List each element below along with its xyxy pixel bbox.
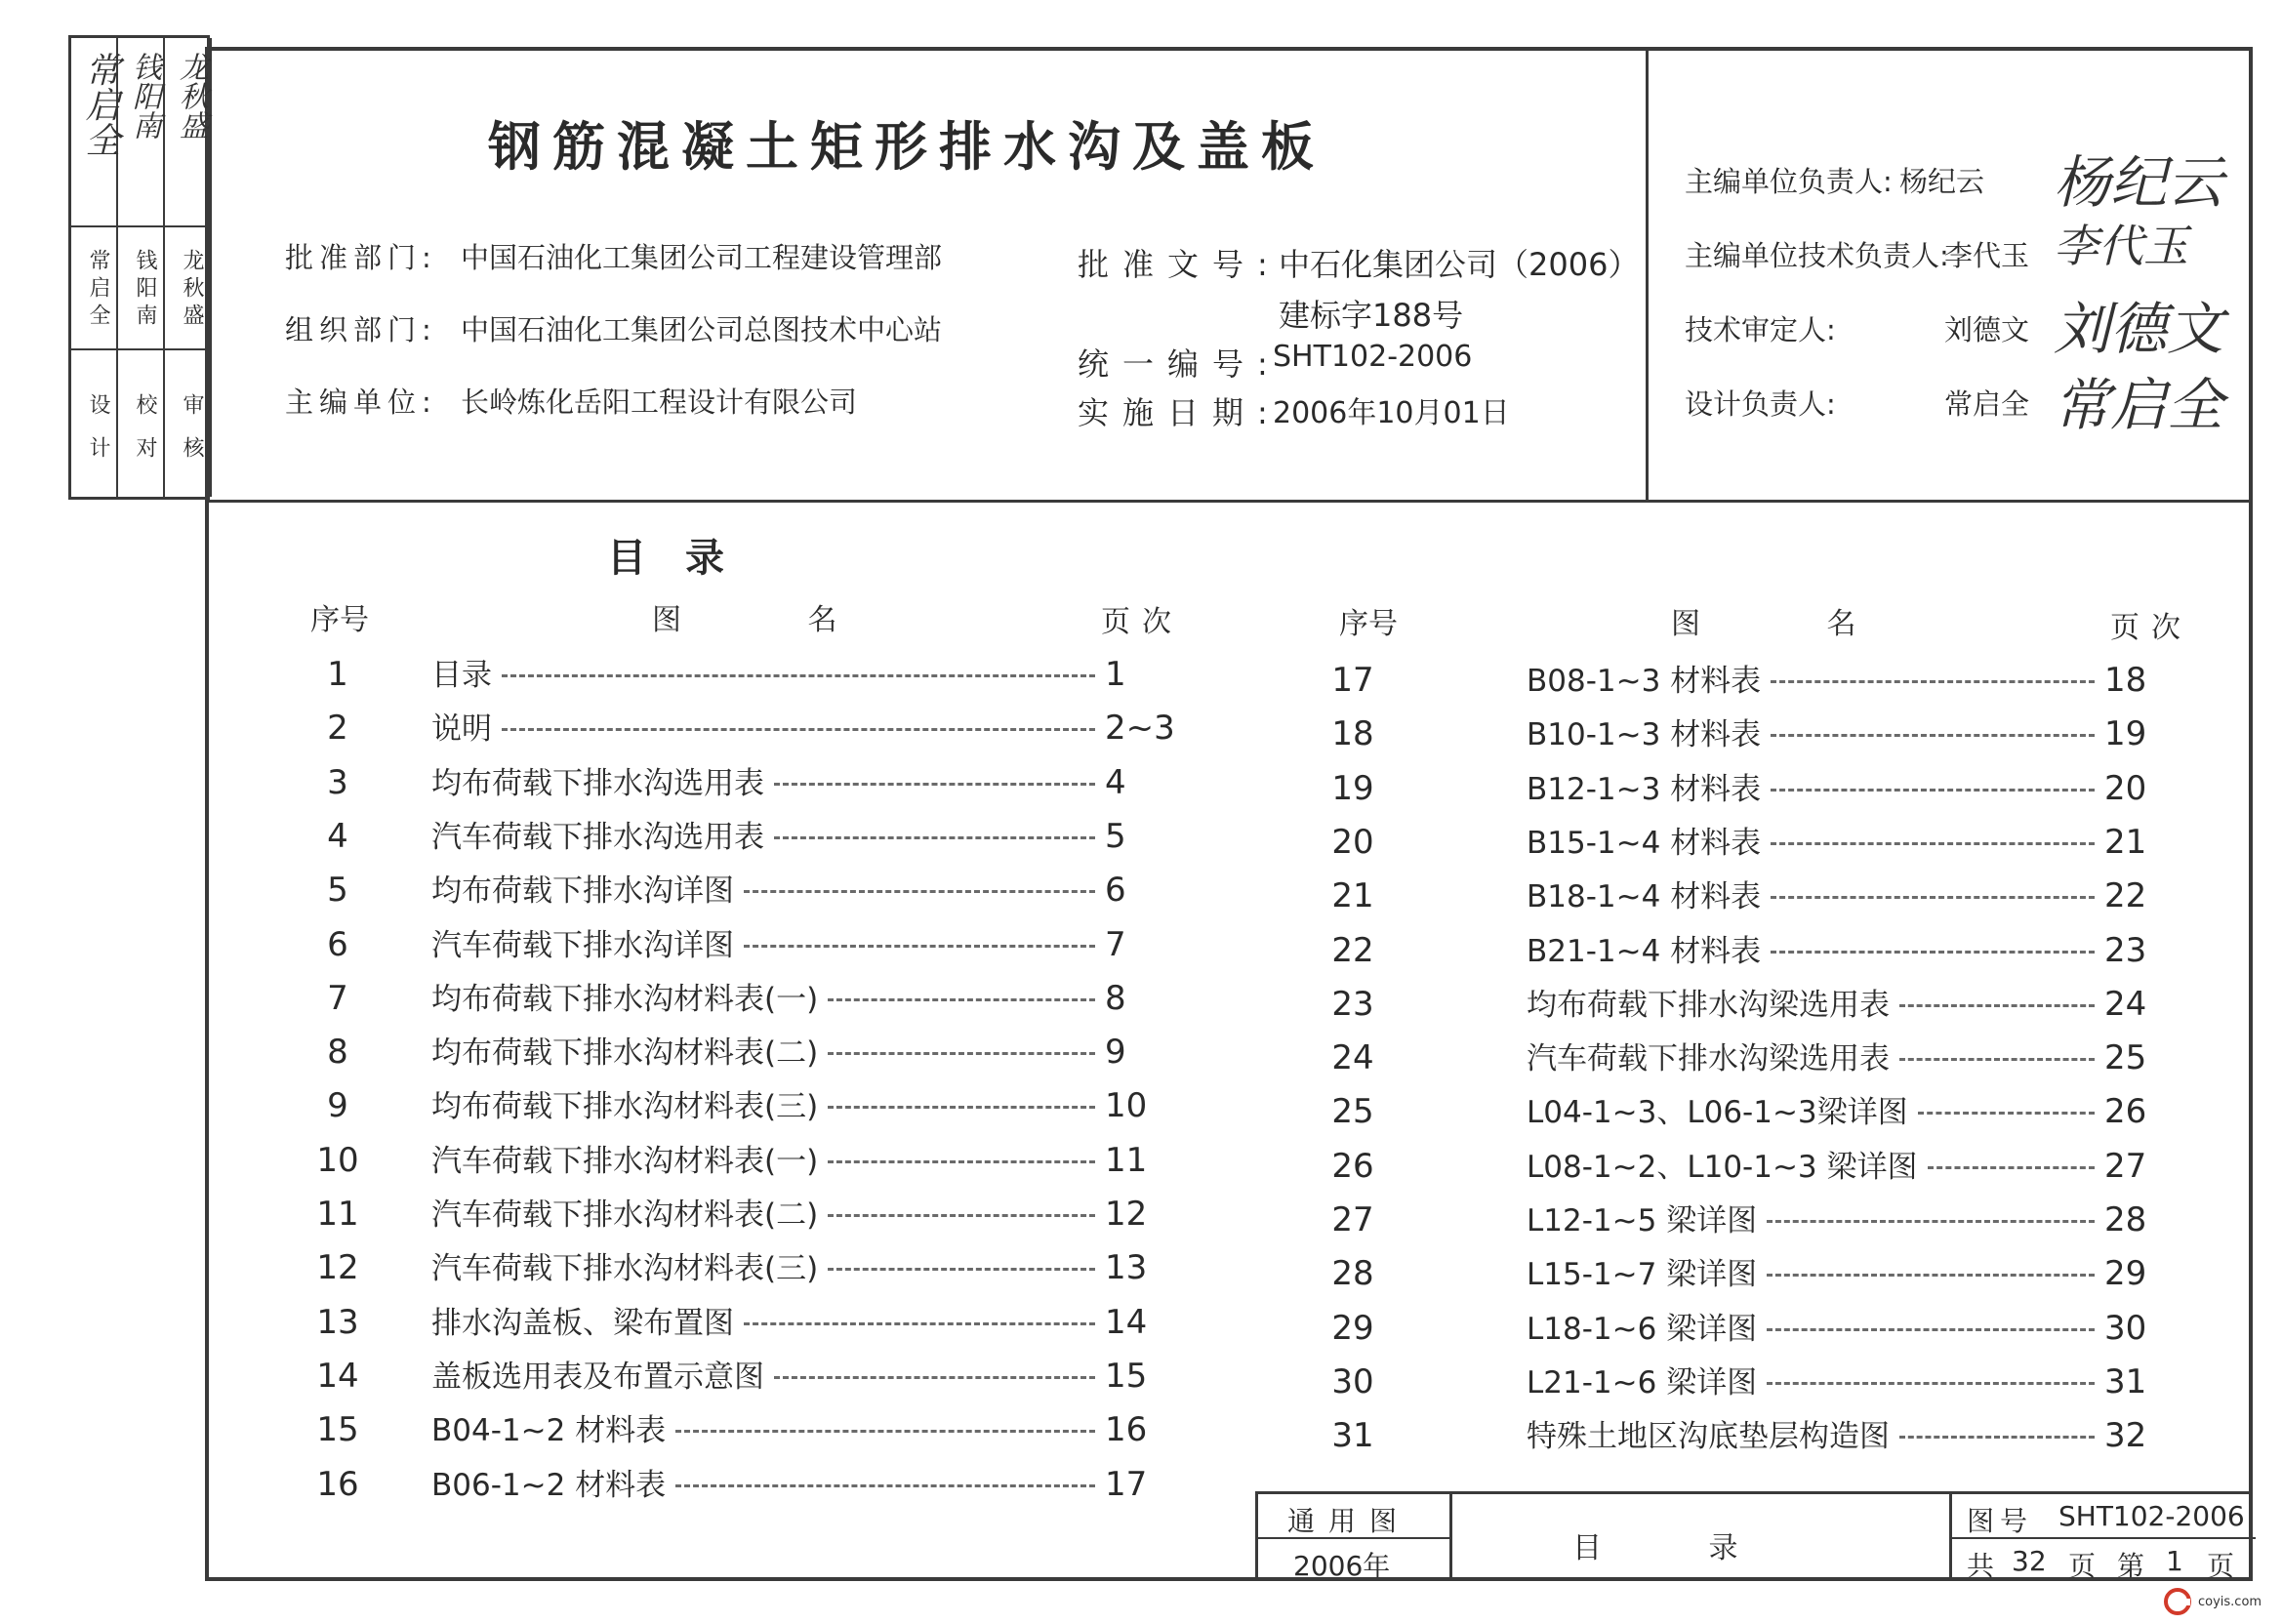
toc-row-name: 汽车荷载下排水沟材料表(一)	[431, 1143, 819, 1179]
toc-row-page: 8	[1105, 978, 1126, 1018]
toc-row-name: 汽车荷载下排水沟详图	[431, 927, 734, 963]
toc-row-leader	[1771, 734, 2095, 737]
responsible-signature-4: 常启全	[2054, 372, 2224, 438]
toc-row-name: L04-1~3、L06-1~3梁详图	[1527, 1095, 1908, 1131]
toc-row-number: 3	[327, 762, 348, 802]
toc-row	[1314, 1304, 2167, 1348]
header-vertical-divider	[1646, 49, 1649, 502]
toc-row-leader	[828, 1106, 1095, 1109]
toc-row-number: 26	[1331, 1146, 1374, 1186]
toc-row-page: 18	[2104, 661, 2147, 700]
toc-row-page: 22	[2104, 876, 2147, 916]
responsible-signature-3: 刘德文	[2054, 296, 2224, 362]
toc-row	[299, 974, 1187, 1018]
toc-row	[1314, 926, 2167, 970]
toc-row-leader	[1767, 1382, 2095, 1385]
toc-row	[1314, 872, 2167, 915]
toc-row-name: 均布荷载下排水沟材料表(三)	[431, 1089, 819, 1125]
toc-row-page: 12	[1105, 1195, 1148, 1234]
toc-row-leader	[502, 728, 1095, 731]
side-approval-block	[68, 35, 210, 500]
responsible-role-3: 技术审定人:	[1685, 313, 1836, 346]
toc-row-leader	[828, 998, 1095, 1001]
toc-row-number: 23	[1331, 984, 1374, 1024]
toc-row-name: 均布荷载下排水沟详图	[431, 873, 734, 910]
toc-row-name: 均布荷载下排水沟材料表(二)	[431, 1035, 819, 1072]
toc-row-leader	[675, 1484, 1095, 1487]
toc-row	[299, 704, 1187, 748]
toc-row-page: 26	[2104, 1092, 2147, 1132]
toc-row	[299, 1136, 1187, 1180]
toc-row-number: 4	[327, 816, 348, 856]
toc-row	[1314, 1034, 2167, 1077]
toc-row	[299, 1298, 1187, 1342]
toc-row-name: B04-1~2 材料表	[431, 1413, 667, 1449]
toc-row-leader	[774, 836, 1095, 839]
toc-row-leader	[828, 1052, 1095, 1055]
editor-unit-value: 长岭炼化岳阳工程设计有限公司	[461, 386, 858, 419]
toc-row-page: 25	[2104, 1038, 2147, 1078]
toc-row	[299, 1028, 1187, 1072]
toc-row-leader	[1767, 1328, 2095, 1331]
toc-row-number: 9	[327, 1086, 348, 1126]
watermark-text: coyis.com	[2198, 1594, 2262, 1609]
toc-row-number: 8	[327, 1033, 348, 1073]
toc-row-leader	[828, 1160, 1095, 1163]
toc-row-page: 13	[1105, 1248, 1148, 1288]
impl-date-label: 实施日期:	[1078, 394, 1282, 431]
toc-row-name: B15-1~4 材料表	[1527, 825, 1762, 861]
toc-row-number: 13	[316, 1302, 359, 1342]
toc-row-leader	[828, 1268, 1095, 1271]
side-role-check: 校对	[133, 393, 157, 479]
approval-doc-line2: 建标字188号	[1279, 297, 1464, 334]
responsible-name-2: 李代玉	[1944, 239, 2030, 272]
toc-row-name: 目录	[431, 658, 492, 693]
toc-row-name: L15-1~7 梁详图	[1527, 1257, 1758, 1293]
toc-row	[299, 920, 1187, 964]
toc-row-number: 27	[1331, 1200, 1374, 1239]
toc-row-leader	[1767, 1274, 2095, 1277]
toc-row-leader	[744, 890, 1095, 893]
title-block-sheet: 1	[2166, 1545, 2183, 1577]
toc-row-name: 汽车荷载下排水沟材料表(三)	[431, 1251, 819, 1287]
toc-row-number: 28	[1331, 1254, 1374, 1294]
responsible-name-1: 杨纪云	[1899, 165, 1985, 198]
toc-row	[1314, 1142, 2167, 1186]
responsible-role-2: 主编单位技术负责人:	[1685, 239, 1949, 272]
responsible-role-4: 设计负责人:	[1685, 387, 1836, 421]
header-divider	[205, 500, 2253, 503]
responsible-role-1: 主编单位负责人:	[1685, 165, 1893, 198]
toc-row-number: 10	[316, 1140, 359, 1180]
coyis-logo-icon	[2163, 1587, 2192, 1616]
toc-row-number: 15	[316, 1410, 359, 1450]
title-block-sheet-unit: 页	[2207, 1550, 2235, 1582]
toc-row	[299, 1460, 1187, 1504]
toc-row-page: 32	[2104, 1416, 2147, 1456]
responsible-name-3: 刘德文	[1944, 313, 2030, 346]
toc-row-name: 汽车荷载下排水沟选用表	[431, 819, 764, 855]
toc-row-number: 17	[1331, 661, 1374, 700]
toc-row-number: 24	[1331, 1038, 1374, 1078]
toc-row-page: 2~3	[1105, 709, 1175, 749]
toc-row	[1314, 980, 2167, 1024]
impl-date-value: 2006年10月01日	[1273, 396, 1510, 430]
toc-row-page: 19	[2104, 714, 2147, 754]
title-block-general: 通用图	[1287, 1505, 1411, 1537]
side-role-review: 审核	[180, 393, 204, 479]
toc-row-name: L08-1~2、L10-1~3 梁详图	[1527, 1149, 1918, 1185]
watermark-logo	[2163, 1587, 2262, 1616]
toc-row-page: 4	[1105, 762, 1126, 802]
responsible-signature-1: 杨纪云	[2054, 149, 2224, 216]
approval-doc-label: 批准文号:	[1078, 246, 1282, 283]
toc-row-page: 14	[1105, 1302, 1148, 1342]
approval-dept-value: 中国石油化工集团公司工程建设管理部	[461, 241, 943, 274]
toc-row-number: 12	[316, 1248, 359, 1288]
toc-row-name: 盖板选用表及布置示意图	[431, 1359, 764, 1395]
toc-row	[1314, 764, 2167, 808]
title-block-total-label: 共	[1967, 1550, 1995, 1582]
responsible-signature-2: 李代玉	[2054, 220, 2188, 272]
toc-row-leader	[1767, 1220, 2095, 1223]
toc-row-leader	[1771, 842, 2095, 845]
toc-row-name: 排水沟盖板、梁布置图	[431, 1305, 734, 1341]
toc-row	[1314, 1358, 2167, 1401]
toc-row	[299, 758, 1187, 802]
toc-row-page: 27	[2104, 1146, 2147, 1186]
toc-row-leader	[774, 783, 1095, 786]
toc-left-col-no: 序号	[310, 603, 369, 637]
unified-no-value: SHT102-2006	[1273, 340, 1473, 374]
title-block-drawing-no-label: 图号	[1967, 1505, 2034, 1537]
toc-row-number: 20	[1331, 822, 1374, 862]
toc-row-name: B06-1~2 材料表	[431, 1467, 667, 1503]
toc-row-name: B12-1~3 材料表	[1527, 771, 1762, 807]
toc-right-col-name: 图 名	[1671, 607, 1915, 641]
toc-row-page: 15	[1105, 1356, 1148, 1396]
toc-row-number: 25	[1331, 1092, 1374, 1132]
toc-row	[299, 1081, 1187, 1125]
toc-row-name: B18-1~4 材料表	[1527, 879, 1762, 915]
toc-row-number: 31	[1331, 1416, 1374, 1456]
toc-row-name: L21-1~6 梁详图	[1527, 1364, 1758, 1401]
toc-row-leader	[774, 1376, 1095, 1379]
toc-row-number: 5	[327, 871, 348, 911]
toc-row	[1314, 1196, 2167, 1239]
approval-doc-line1: 中石化集团公司（2006）	[1279, 246, 1640, 283]
title-block-drawing-no: SHT102-2006	[2058, 1500, 2245, 1532]
toc-row	[299, 812, 1187, 856]
toc-row-name: 均布荷载下排水沟梁选用表	[1527, 987, 1890, 1023]
toc-row-leader	[1771, 680, 2095, 683]
toc-right-col-page: 页次	[2110, 611, 2192, 645]
toc-row-leader	[1928, 1166, 2095, 1169]
toc-row-name: 特殊土地区沟底垫层构造图	[1527, 1419, 1890, 1455]
toc-row-name: B08-1~3 材料表	[1527, 664, 1762, 699]
toc-row-leader	[1899, 1058, 2095, 1061]
title-block-sheet-name: 目 录	[1572, 1531, 1787, 1565]
toc-row	[299, 1405, 1187, 1449]
toc-row-name: B10-1~3 材料表	[1527, 717, 1762, 753]
toc-row	[1314, 1249, 2167, 1293]
toc-row-leader	[1899, 1004, 2095, 1007]
toc-row-leader	[744, 1322, 1095, 1325]
toc-row-leader	[502, 674, 1095, 677]
side-name-design: 常启全	[86, 249, 110, 331]
toc-row-name: 均布荷载下排水沟选用表	[431, 765, 764, 801]
toc-row-page: 20	[2104, 768, 2147, 808]
toc-row-page: 7	[1105, 924, 1126, 964]
toc-row	[1314, 1087, 2167, 1131]
toc-row-page: 6	[1105, 871, 1126, 911]
toc-row-number: 19	[1331, 768, 1374, 808]
unified-no-label: 统一编号:	[1078, 345, 1282, 383]
toc-row-leader	[675, 1430, 1095, 1433]
toc-row-name: B21-1~4 材料表	[1527, 933, 1762, 969]
toc-left-col-page: 页次	[1101, 605, 1183, 639]
toc-row	[299, 866, 1187, 910]
toc-row-leader	[1899, 1436, 2095, 1439]
toc-row-number: 1	[327, 655, 348, 694]
toc-row-name: L12-1~5 梁详图	[1527, 1203, 1758, 1238]
title-block-page-unit: 页	[2068, 1550, 2097, 1582]
toc-row-page: 9	[1105, 1033, 1126, 1073]
toc-row-page: 31	[2104, 1361, 2147, 1401]
toc-row	[299, 1190, 1187, 1234]
toc-title: 目录	[607, 536, 763, 581]
toc-row-page: 21	[2104, 822, 2147, 862]
editor-unit-label: 主编单位:	[285, 386, 437, 419]
side-name-check: 钱阳南	[133, 249, 157, 331]
toc-row-number: 7	[327, 978, 348, 1018]
toc-row	[1314, 656, 2167, 700]
responsible-name-4: 常启全	[1944, 387, 2030, 421]
toc-row-number: 22	[1331, 930, 1374, 970]
toc-right-col-no: 序号	[1339, 607, 1398, 641]
toc-row-page: 30	[2104, 1308, 2147, 1348]
toc-row-number: 18	[1331, 714, 1374, 754]
toc-row-leader	[1771, 896, 2095, 899]
toc-row-page: 23	[2104, 930, 2147, 970]
toc-left-col-name: 图 名	[652, 603, 896, 637]
toc-row-number: 29	[1331, 1308, 1374, 1348]
side-signature-review: 龙秋盛	[174, 52, 208, 140]
toc-row-page: 16	[1105, 1410, 1148, 1450]
side-signature-design: 常启全	[80, 52, 120, 157]
toc-row-leader	[1771, 951, 2095, 954]
toc-row	[299, 1243, 1187, 1287]
toc-row-page: 1	[1105, 655, 1126, 694]
toc-row	[1314, 1411, 2167, 1455]
toc-row	[1314, 710, 2167, 753]
toc-row-number: 14	[316, 1356, 359, 1396]
toc-row-page: 10	[1105, 1086, 1148, 1126]
toc-row-leader	[744, 945, 1095, 948]
toc-row-leader	[1771, 789, 2095, 792]
document-title: 钢筋混凝土矩形排水沟及盖板	[488, 115, 1325, 178]
toc-row-leader	[828, 1214, 1095, 1217]
toc-row	[299, 650, 1187, 694]
toc-row-leader	[1918, 1112, 2095, 1115]
toc-row-number: 6	[327, 924, 348, 964]
toc-row	[1314, 818, 2167, 862]
org-dept-label: 组织部门:	[285, 313, 437, 346]
side-signature-check: 钱阳南	[127, 52, 161, 140]
title-block-total: 32	[2012, 1545, 2047, 1577]
side-role-design: 设计	[86, 393, 110, 479]
title-block-sheet-label: 第	[2117, 1550, 2145, 1582]
toc-row-page: 17	[1105, 1464, 1148, 1504]
toc-row-name: 均布荷载下排水沟材料表(一)	[431, 981, 819, 1017]
toc-row-page: 11	[1105, 1140, 1148, 1180]
org-dept-value: 中国石油化工集团公司总图技术中心站	[461, 313, 943, 346]
toc-row-name: L18-1~6 梁详图	[1527, 1311, 1758, 1347]
toc-row-number: 16	[316, 1464, 359, 1504]
title-block	[1255, 1491, 2253, 1581]
toc-row-number: 11	[316, 1195, 359, 1234]
toc-row-page: 5	[1105, 816, 1126, 856]
toc-row-number: 21	[1331, 876, 1374, 916]
toc-row-page: 29	[2104, 1254, 2147, 1294]
toc-row-name: 汽车荷载下排水沟梁选用表	[1527, 1041, 1890, 1077]
toc-row-page: 24	[2104, 984, 2147, 1024]
toc-row-number: 2	[327, 709, 348, 749]
title-block-year: 2006年	[1293, 1550, 1391, 1582]
toc-row-name: 说明	[431, 711, 492, 748]
toc-row	[299, 1352, 1187, 1396]
toc-row-number: 30	[1331, 1361, 1374, 1401]
approval-dept-label: 批准部门:	[285, 241, 437, 274]
side-name-review: 龙秋盛	[180, 249, 204, 331]
toc-row-page: 28	[2104, 1200, 2147, 1239]
toc-row-name: 汽车荷载下排水沟材料表(二)	[431, 1198, 819, 1233]
